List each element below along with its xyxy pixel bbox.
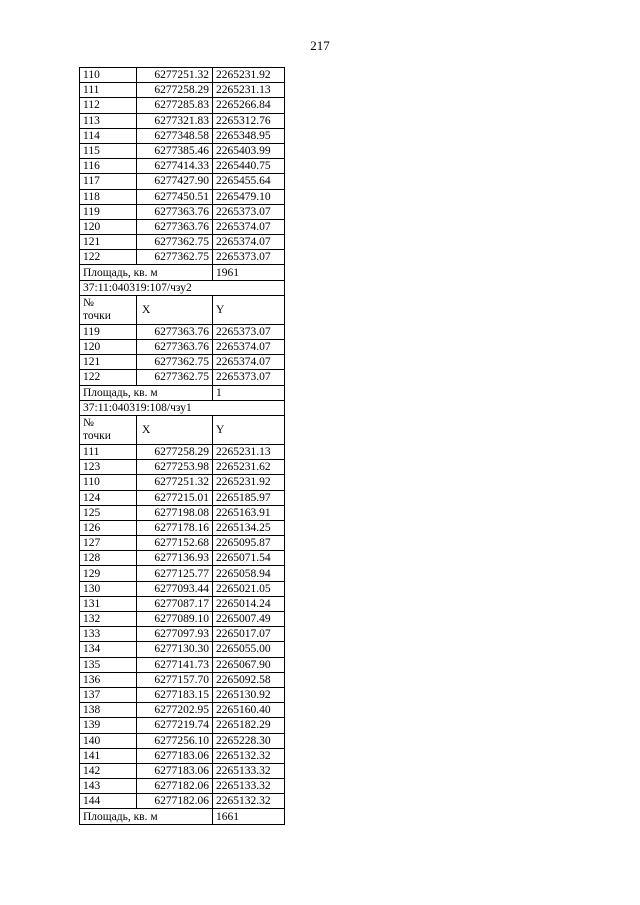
x-coordinate-cell: 6277183.15 (137, 687, 213, 702)
y-coordinate-cell: 2265182.29 (213, 718, 285, 733)
point-number-cell: 131 (80, 596, 137, 611)
x-coordinate-cell: 6277362.75 (137, 235, 213, 250)
point-number-header (80, 415, 137, 444)
x-coordinate-cell: 6277251.32 (137, 68, 213, 83)
x-coordinate-cell: 6277130.30 (137, 642, 213, 657)
x-coordinate-cell: 6277363.76 (137, 340, 213, 355)
x-coordinate-cell: 6277219.74 (137, 718, 213, 733)
table-row (80, 536, 285, 551)
point-number-cell: 134 (80, 642, 137, 657)
point-number-cell: 121 (80, 355, 137, 370)
point-number-cell: 141 (80, 748, 137, 763)
point-number-cell: 120 (80, 340, 137, 355)
x-coordinate-cell: 6277089.10 (137, 612, 213, 627)
x-coordinate-cell: 6277256.10 (137, 733, 213, 748)
area-label: Площадь, кв. м (80, 385, 213, 400)
x-coordinate-cell: 6277198.08 (137, 505, 213, 520)
y-coordinate-cell: 2265095.87 (213, 536, 285, 551)
point-number-cell: 114 (80, 128, 137, 143)
y-coordinate-cell: 2265007.49 (213, 612, 285, 627)
y-coordinate-cell: 2265130.92 (213, 687, 285, 702)
table-row (80, 219, 285, 234)
table-row (80, 581, 285, 596)
point-number-cell: 110 (80, 68, 137, 83)
point-number-cell: 119 (80, 204, 137, 219)
point-number-header-line2: точки (83, 309, 111, 322)
y-coordinate-cell: 2265067.90 (213, 657, 285, 672)
x-coordinate-cell: 6277182.06 (137, 779, 213, 794)
point-number-cell: 110 (80, 475, 137, 490)
table-row (80, 672, 285, 687)
table-row (80, 627, 285, 642)
y-coordinate-cell: 2265231.92 (213, 68, 285, 83)
point-number-cell: 126 (80, 520, 137, 535)
y-coordinate-cell: 2265403.99 (213, 143, 285, 158)
x-coordinate-cell: 6277385.46 (137, 143, 213, 158)
point-number-cell: 122 (80, 370, 137, 385)
table-row (80, 128, 285, 143)
point-number-cell: 133 (80, 627, 137, 642)
point-number-cell: 136 (80, 672, 137, 687)
area-value: 1 (213, 385, 285, 400)
x-coordinate-cell: 6277093.44 (137, 581, 213, 596)
y-coordinate-cell: 2265133.32 (213, 779, 285, 794)
point-number-cell: 115 (80, 143, 137, 158)
table-row (80, 174, 285, 189)
area-row (80, 265, 285, 280)
x-coordinate-cell: 6277178.16 (137, 520, 213, 535)
y-coordinate-cell: 2265133.32 (213, 763, 285, 778)
area-label: Площадь, кв. м (80, 265, 213, 280)
point-number-cell: 129 (80, 566, 137, 581)
x-coordinate-cell: 6277183.06 (137, 748, 213, 763)
table-row (80, 250, 285, 265)
table-row (80, 143, 285, 158)
table-row (80, 189, 285, 204)
x-coordinate-cell: 6277258.29 (137, 83, 213, 98)
x-coordinate-cell: 6277183.06 (137, 763, 213, 778)
table-row (80, 324, 285, 339)
x-coordinate-cell: 6277215.01 (137, 490, 213, 505)
x-coordinate-cell: 6277141.73 (137, 657, 213, 672)
x-coordinate-cell: 6277258.29 (137, 444, 213, 459)
point-number-cell: 122 (80, 250, 137, 265)
point-number-cell: 124 (80, 490, 137, 505)
table-row (80, 596, 285, 611)
x-coordinate-cell: 6277152.68 (137, 536, 213, 551)
y-coordinate-cell: 2265231.13 (213, 83, 285, 98)
x-coordinate-cell: 6277362.75 (137, 250, 213, 265)
y-coordinate-cell: 2265455.64 (213, 174, 285, 189)
point-number-cell: 119 (80, 324, 137, 339)
column-header-row (80, 415, 285, 444)
x-coordinate-cell: 6277251.32 (137, 475, 213, 490)
x-coordinate-cell: 6277414.33 (137, 159, 213, 174)
x-coordinate-cell: 6277097.93 (137, 627, 213, 642)
table-row (80, 460, 285, 475)
table-row (80, 340, 285, 355)
y-coordinate-cell: 2265374.07 (213, 355, 285, 370)
table-row (80, 355, 285, 370)
point-number-cell: 130 (80, 581, 137, 596)
y-coordinate-cell: 2265163.91 (213, 505, 285, 520)
y-coordinate-cell: 2265231.92 (213, 475, 285, 490)
x-coordinate-cell: 6277362.75 (137, 355, 213, 370)
table-row (80, 748, 285, 763)
table-row (80, 703, 285, 718)
area-value: 1961 (213, 265, 285, 280)
point-number-cell: 128 (80, 551, 137, 566)
y-coordinate-cell: 2265374.07 (213, 340, 285, 355)
point-number-header (80, 295, 137, 324)
table-row (80, 687, 285, 702)
area-row (80, 809, 285, 824)
y-coordinate-cell: 2265374.07 (213, 235, 285, 250)
parcel-id: 37:11:040319:108/чзу1 (80, 400, 285, 415)
y-coordinate-cell: 2265479.10 (213, 189, 285, 204)
x-coordinate-cell: 6277182.06 (137, 794, 213, 809)
y-coordinate-cell: 2265055.00 (213, 642, 285, 657)
point-number-cell: 144 (80, 794, 137, 809)
table-row (80, 551, 285, 566)
x-coordinate-cell: 6277136.93 (137, 551, 213, 566)
coordinates-table (79, 67, 285, 825)
point-number-cell: 111 (80, 444, 137, 459)
x-coordinate-cell: 6277285.83 (137, 98, 213, 113)
area-label: Площадь, кв. м (80, 809, 213, 824)
y-coordinate-cell: 2265092.58 (213, 672, 285, 687)
point-number-cell: 117 (80, 174, 137, 189)
point-number-cell: 125 (80, 505, 137, 520)
y-coordinate-cell: 2265374.07 (213, 219, 285, 234)
table-row (80, 98, 285, 113)
x-coordinate-cell: 6277321.83 (137, 113, 213, 128)
y-coordinate-cell: 2265134.25 (213, 520, 285, 535)
point-number-header-line2: точки (83, 429, 111, 442)
point-number-cell: 120 (80, 219, 137, 234)
y-coordinate-cell: 2265231.13 (213, 444, 285, 459)
table-row (80, 475, 285, 490)
table-row (80, 83, 285, 98)
point-number-cell: 139 (80, 718, 137, 733)
x-coordinate-cell: 6277087.17 (137, 596, 213, 611)
y-coordinate-cell: 2265160.40 (213, 703, 285, 718)
y-coordinate-cell: 2265373.07 (213, 370, 285, 385)
x-header: X (137, 295, 213, 324)
x-coordinate-cell: 6277427.90 (137, 174, 213, 189)
parcel-id: 37:11:040319:107/чзу2 (80, 280, 285, 295)
y-coordinate-cell: 2265312.76 (213, 113, 285, 128)
y-coordinate-cell: 2265132.32 (213, 794, 285, 809)
table-row (80, 657, 285, 672)
table-row (80, 642, 285, 657)
y-coordinate-cell: 2265014.24 (213, 596, 285, 611)
table-row (80, 612, 285, 627)
y-coordinate-cell: 2265348.95 (213, 128, 285, 143)
point-number-header-line1: № (83, 416, 94, 429)
table-row (80, 763, 285, 778)
x-coordinate-cell: 6277362.75 (137, 370, 213, 385)
x-coordinate-cell: 6277450.51 (137, 189, 213, 204)
y-coordinate-cell: 2265440.75 (213, 159, 285, 174)
table-row (80, 520, 285, 535)
y-coordinate-cell: 2265231.62 (213, 460, 285, 475)
y-coordinate-cell: 2265373.07 (213, 204, 285, 219)
point-number-cell: 113 (80, 113, 137, 128)
y-coordinate-cell: 2265132.32 (213, 748, 285, 763)
parcel-id-row (80, 280, 285, 295)
point-number-cell: 121 (80, 235, 137, 250)
point-number-cell: 118 (80, 189, 137, 204)
point-number-cell: 142 (80, 763, 137, 778)
table-row (80, 566, 285, 581)
y-coordinate-cell: 2265021.05 (213, 581, 285, 596)
x-coordinate-cell: 6277363.76 (137, 204, 213, 219)
y-coordinate-cell: 2265185.97 (213, 490, 285, 505)
point-number-cell: 112 (80, 98, 137, 113)
table-row (80, 779, 285, 794)
table-row (80, 159, 285, 174)
x-coordinate-cell: 6277363.76 (137, 219, 213, 234)
area-row (80, 385, 285, 400)
point-number-cell: 138 (80, 703, 137, 718)
y-coordinate-cell: 2265373.07 (213, 250, 285, 265)
column-header-row (80, 295, 285, 324)
point-number-header-line1: № (83, 296, 94, 309)
parcel-id-row (80, 400, 285, 415)
x-coordinate-cell: 6277363.76 (137, 324, 213, 339)
x-coordinate-cell: 6277157.70 (137, 672, 213, 687)
y-coordinate-cell: 2265373.07 (213, 324, 285, 339)
y-coordinate-cell: 2265017.07 (213, 627, 285, 642)
y-coordinate-cell: 2265228.30 (213, 733, 285, 748)
point-number-cell: 123 (80, 460, 137, 475)
x-coordinate-cell: 6277253.98 (137, 460, 213, 475)
point-number-cell: 140 (80, 733, 137, 748)
x-header: X (137, 415, 213, 444)
point-number-cell: 127 (80, 536, 137, 551)
point-number-cell: 135 (80, 657, 137, 672)
table-row (80, 113, 285, 128)
table-row (80, 794, 285, 809)
table-row (80, 505, 285, 520)
y-header: Y (213, 295, 285, 324)
point-number-cell: 116 (80, 159, 137, 174)
y-coordinate-cell: 2265071.54 (213, 551, 285, 566)
y-coordinate-cell: 2265058.94 (213, 566, 285, 581)
point-number-cell: 143 (80, 779, 137, 794)
table-row (80, 718, 285, 733)
table-row (80, 444, 285, 459)
table-row (80, 370, 285, 385)
point-number-cell: 132 (80, 612, 137, 627)
table-row (80, 235, 285, 250)
page-number: 217 (310, 38, 330, 53)
table-row (80, 204, 285, 219)
x-coordinate-cell: 6277202.95 (137, 703, 213, 718)
coordinates-table-body (80, 68, 285, 825)
table-row (80, 490, 285, 505)
table-row (80, 68, 285, 83)
point-number-cell: 111 (80, 83, 137, 98)
table-row (80, 733, 285, 748)
point-number-cell: 137 (80, 687, 137, 702)
x-coordinate-cell: 6277125.77 (137, 566, 213, 581)
area-value: 1661 (213, 809, 285, 824)
x-coordinate-cell: 6277348.58 (137, 128, 213, 143)
y-coordinate-cell: 2265266.84 (213, 98, 285, 113)
y-header: Y (213, 415, 285, 444)
